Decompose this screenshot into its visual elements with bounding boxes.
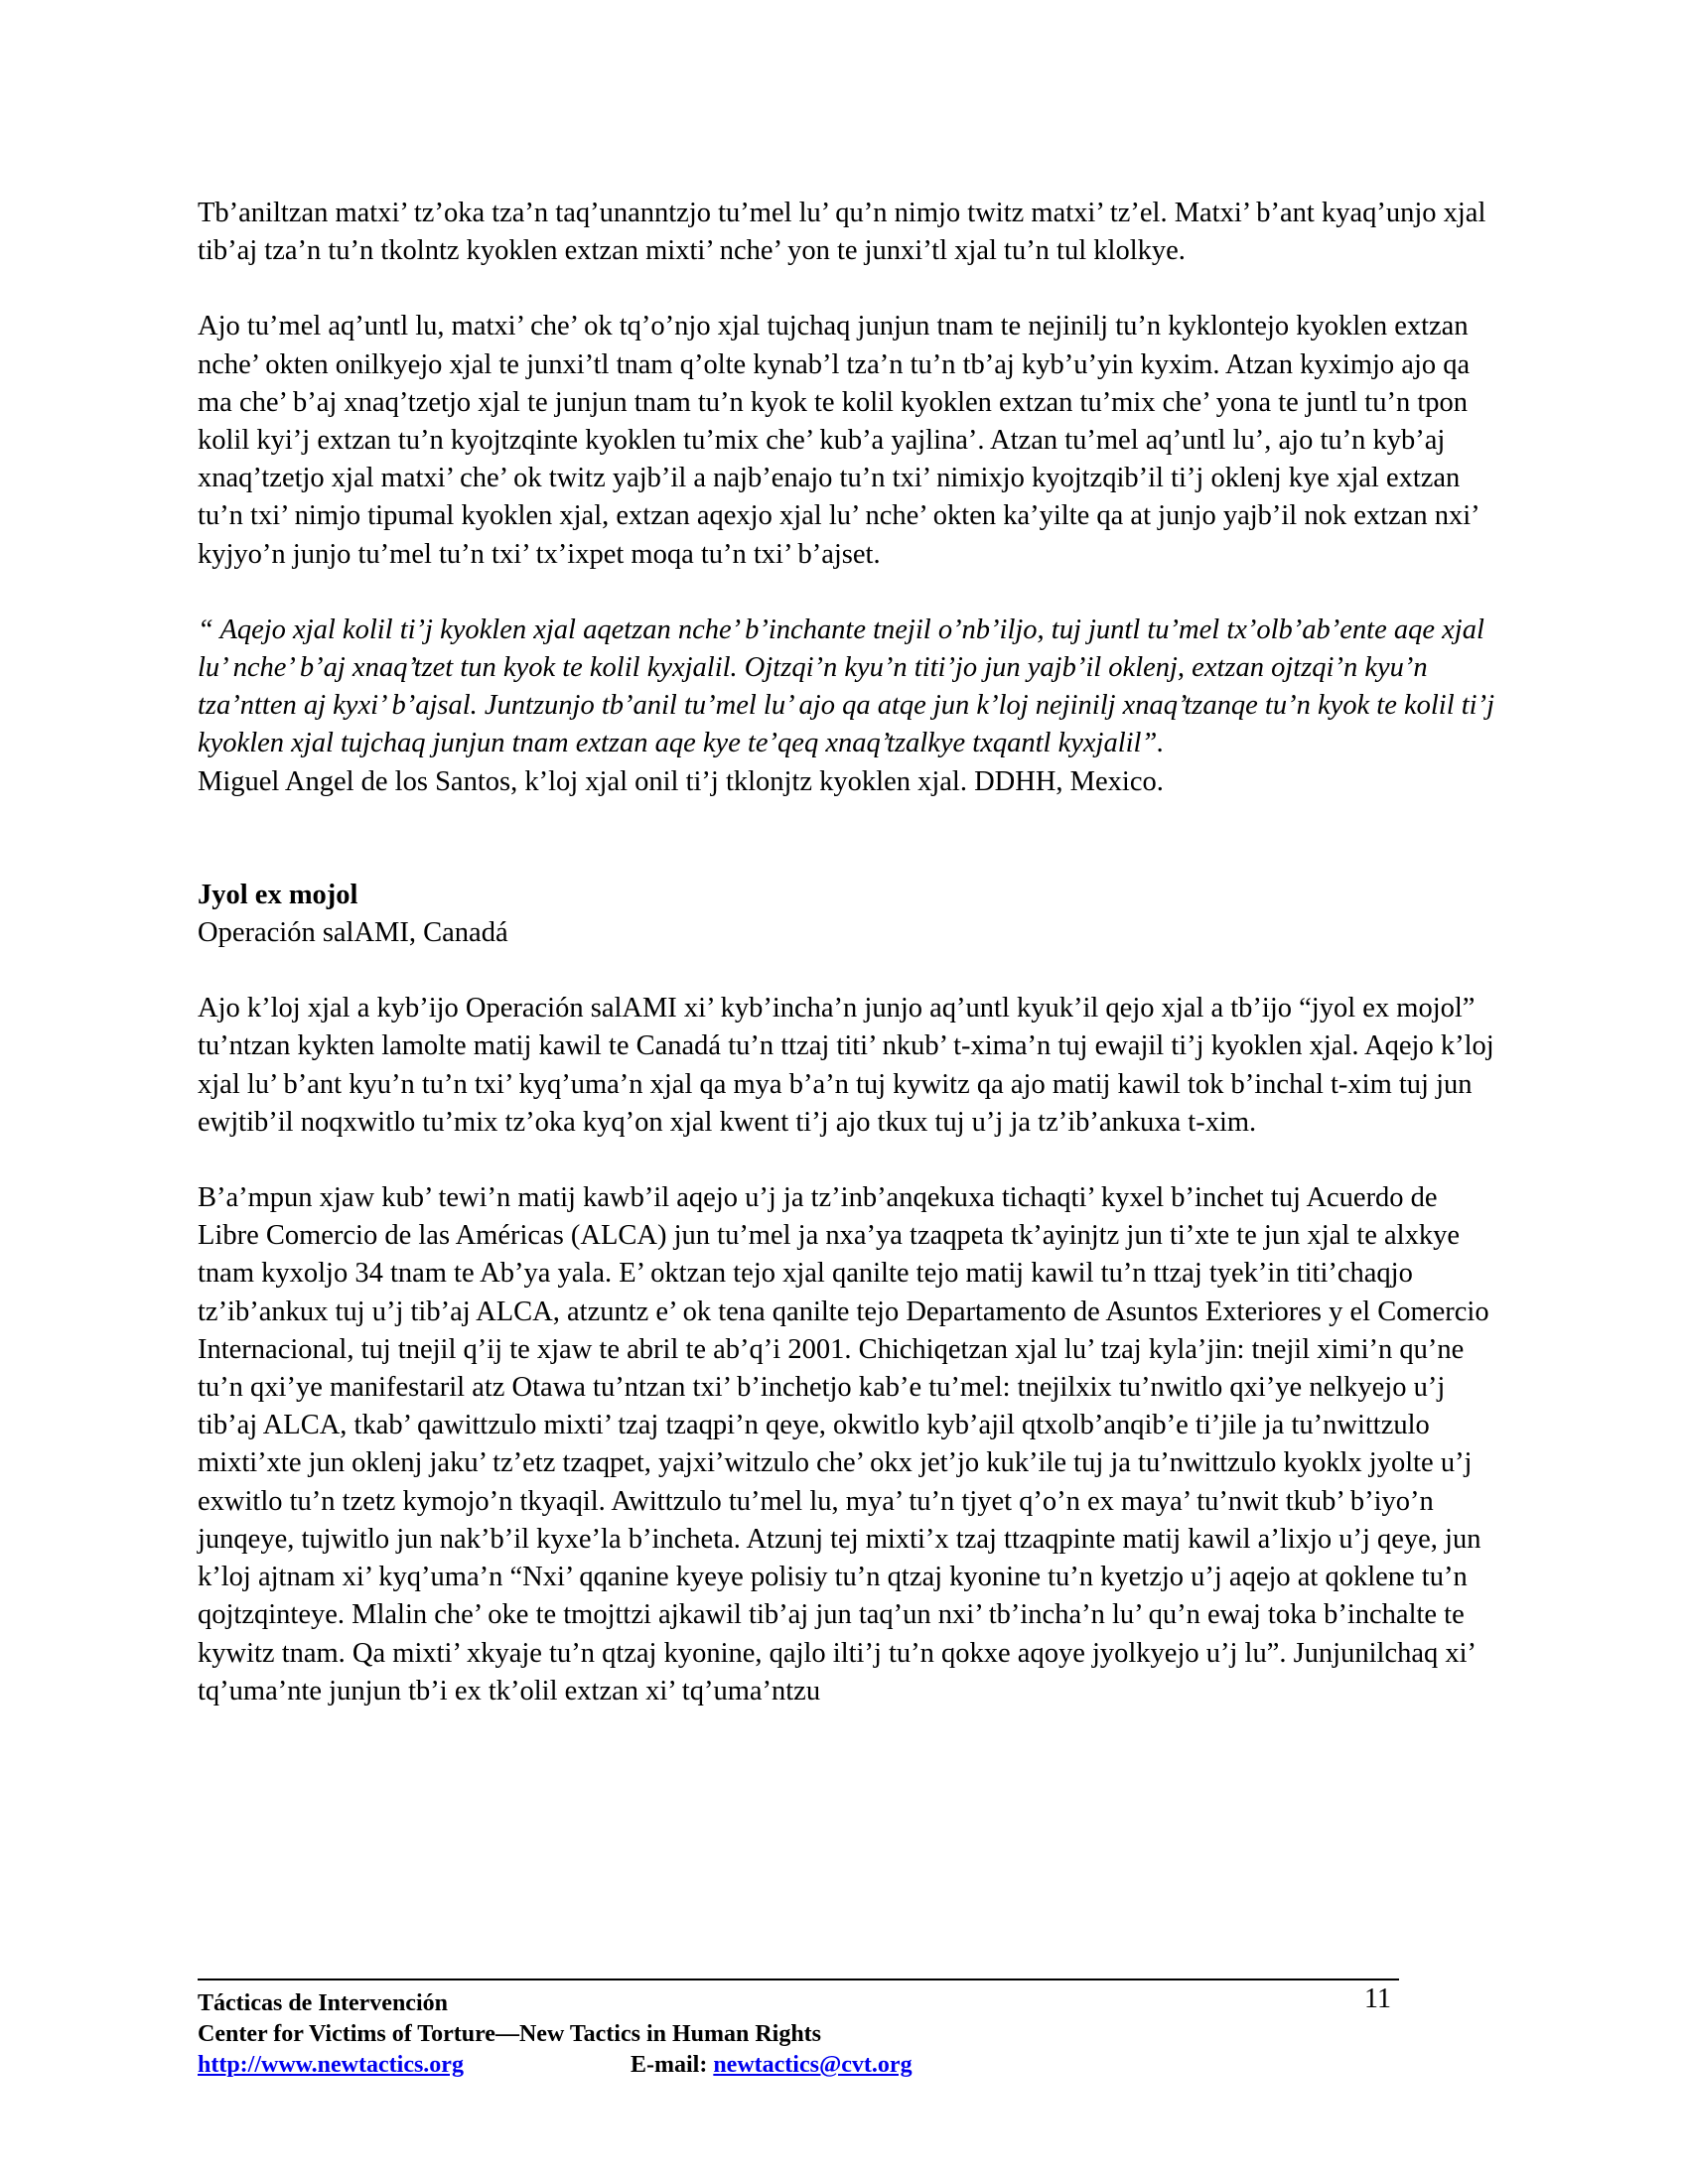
email-label: E-mail: [631,2052,714,2078]
website-link[interactable]: http://www.newtactics.org [198,2052,464,2078]
body-text [198,195,1498,1710]
quote: “ Aqejo xjal kolil ti’j kyoklen xjal aqetzan nche’ b’inchante tnejil o’nb’iljo, tuj juntl tu’mel tx’olb’ab’ente aqe xjal lu’ nche’ b’aj xnaq’tzet tun kyok te kolil kyxjalil. Ojtzqi’n kyu’n titi’jo jun yajb’il oklenj, extzan ojtzqi’n kyu’n tza’ntten aj kyxi’ b’ajsal. Juntzunjo tb’anil tu’mel lu’ ajo qa atqe jun k’loj nejinilj xnaq’tzanqe tu’n kyok te kolil ti’j kyoklen xjal tujchaq junjun tnam extzan aqe kye te’qeq xnaq’tzalkye txqantl kyxjalil”. [198,614,1494,759]
paragraph-1: Tb’aniltzan matxi’ tz’oka tza’n taq’unanntzjo tu’mel lu’ qu’n nimjo twitz matxi’ tz’el. Matxi’ b’ant kyaq’unjo xjal tib’aj tza’n tu’n tkolntz kyoklen extzan mixti’ nche’ yon te junxi’tl xjal tu’n tul klolkye. [198,198,1486,267]
paragraph-3: Ajo k’loj xjal a kyb’ijo Operación salAMI xi’ kyb’incha’n junjo aq’untl kyuk’il qejo xjal a tb’ijo “jyol ex mojol” tu’ntzan kykten lamolte matij kawil te Canadá tu’n ttzaj titi’ nkub’ t-xima’n tuj ewajil ti’j kyoklen xjal. Aqejo k’loj xjal lu’ b’ant kyu’n tu’n txi’ kyq’uma’n xjal qa mya b’a’n tuj kywitz qa ajo matij kawil tok b’inchal t-xim tuj jun ewjtib’il noqxwitlo tu’mix tz’oka kyq’on xjal kwent ti’j ajo tkux tuj u’j ja tz’ib’ankuxa t-xim. [198,993,1494,1138]
footer-organization: Center for Victims of Torture—New Tactics in Human Rights [198,2021,821,2047]
quote-attribution: Miguel Angel de los Santos, k’loj xjal onil ti’j tklonjtz kyoklen xjal. DDHH, Mexico. [198,765,1164,797]
page-footer [198,1979,1399,2081]
section-subheading: Operación salAMI, Canadá [198,917,508,949]
page-number: 11 [1364,1983,1391,2014]
paragraph-2: Ajo tu’mel aq’untl lu, matxi’ che’ ok tq’o’njo xjal tujchaq junjun tnam te nejinilj tu’n kyklontejo kyoklen extzan nche’ okten onilkyejo xjal te junxi’tl tnam q’olte kynab’l tza’n tu’n tb’aj kyb’u’yin kyxim. Atzan kyximjo ajo qa ma che’ b’aj xnaq’tzetjo xjal te junjun tnam tu’n kyok te kolil kyoklen extzan tu’mix che’ yona te juntl tu’n tpon kolil kyi’j extzan tu’n kyojtzqinte kyoklen tu’mix che’ kub’a yajlina’. Atzan tu’mel aq’untl lu’, ajo tu’n kyb’aj xnaq’tzetjo xjal matxi’ che’ ok twitz yajb’il a najb’enajo tu’n txi’ nimixjo kyojtzqib’il ti’j oklenj kye xjal extzan tu’n txi’ nimjo tipumal kyoklen xjal, extzan aqexjo xjal lu’ nche’ okten ka’yilte qa at junjo yajb’il nok extzan nxi’ kyjyo’n junjo tu’mel tu’n txi’ tx’ixpet moqa tu’n txi’ b’ajset. [198,311,1478,570]
paragraph-4: B’a’mpun xjaw kub’ tewi’n matij kawb’il aqejo u’j ja tz’inb’anqekuxa tichaqti’ kyxel b’inchet tuj Acuerdo de Libre Comercio de las Américas (ALCA) jun tu’mel ja nxa’ya tzaqpeta tk’ayinjtz jun ti’xte te jun xjal te alxkye tnam kyxoljo 34 tnam te Ab’ya yala. E’ oktzan tejo xjal qanilte tejo matij kawil tu’n ttzaj tyek’in titi’chaqjo tz’ib’ankux tuj u’j tib’aj ALCA, atzuntz e’ ok tena qanilte tejo Departamento de Asuntos Exteriores y el Comercio Internacional, tuj tnejil q’ij te xjaw te abril te ab’q’i 2001. Chichiqetzan xjal lu’ tzaj kyla’jin: tnejil ximi’n qu’ne tu’n qxi’ye manifestaril atz Otawa tu’ntzan txi’ b’inchetjo kab’e tu’mel: tnejilxix tu’nwitlo qxi’ye nelkyejo u’j tib’aj ALCA, tkab’ qawittzulo mixti’ tzaj tzaqpi’n qeye, okwitlo kyb’ajil qtxolb’anqib’e ti’jile ja tu’nwittzulo mixti’xte jun oklenj jaku’ tz’etz tzaqpet, yajxi’witzulo che’ okx jet’jo kuk’ile tuj ja tu’nwittzulo kyoklx jyolte u’j exwitlo tu’n tzetz kymojo’n tkyaqil. Awittzulo tu’mel lu, mya’ tu’n tjyet q’o’n ex maya’ tu’nwit tkub’ b’iyo’n junqeye, tujwitlo jun nak’b’il kyxe’la b’incheta. Atzunj tej mixti’x tzaj ttzaqpinte matij kawil a’lixjo u’j qeye, jun k’loj ajtnam xi’ kyq’uma’n “Nxi’ qqanine kyeye polisiy tu’n qtzaj kyonine tu’n kyetzjo u’j aqejo at qoklene tu’n qojtzqinteye. Mlalin che’ oke te tmojttzi ajkawil tib’aj jun taq’un nxi’ tb’incha’n lu’ qu’n ewaj toka b’inchalte te kywitz tnam. Qa mixti’ xkyaje tu’n qtzaj kyonine, qajlo ilti’j tu’n qokxe aqoye jyolkyejo u’j lu”. Junjunilchaq xi’ tq’uma’nte junjun tb’i ex tk’olil extzan xi’ tq’uma’ntzu [198,1182,1489,1706]
section-heading: Jyol ex mojol [198,879,358,910]
footer-title: Tácticas de Intervención [198,1990,448,2016]
email-link[interactable]: newtactics@cvt.org [713,2052,913,2078]
footer-divider [198,1979,1399,1980]
